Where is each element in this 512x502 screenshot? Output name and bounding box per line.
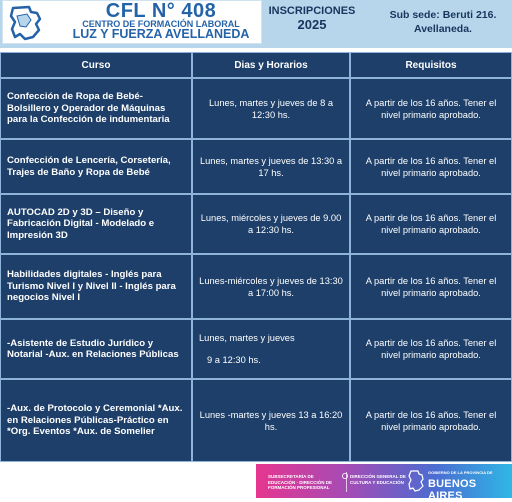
table-row-4-curso: Habilidades digitales - Inglés para Turismo Nivel I y Nivel II - Inglés para negocios Nivel I <box>0 254 192 319</box>
courses-table <box>0 52 512 462</box>
table-row-5-dias-line-1: Lunes, martes y jueves <box>199 333 295 343</box>
table-row-2-dias: Lunes, martes y jueves de 13:30 a 17 hs. <box>192 139 350 194</box>
inscripciones-block <box>262 4 362 32</box>
gobierno-provincia-label: GOBIERNO DE LA PROVINCIA DE <box>428 470 493 475</box>
header-band <box>0 0 512 48</box>
inscripciones-label: INSCRIPCIONES <box>268 5 356 17</box>
table-row-6-requisitos: A partir de los 16 años. Tener el nivel primario aprobado. <box>350 379 512 462</box>
table-row-5-dias <box>192 319 350 379</box>
seal-icon <box>342 473 348 479</box>
government-logos-band <box>256 464 512 502</box>
cfl-subtitle: CENTRO DE FORMACIÓN LABORAL <box>82 19 240 29</box>
inscripciones-year: 2025 <box>297 17 327 32</box>
column-header-curso: Curso <box>0 52 192 78</box>
table-row-4-requisitos: A partir de los 16 años. Tener el nivel primario aprobado. <box>350 254 512 319</box>
dgcye-logo-text: DIRECCIÓN GENERAL DE CULTURA Y EDUCACIÓN <box>350 474 406 485</box>
footer-divider <box>346 472 347 492</box>
table-row-6-curso: -Aux. de Protocolo y Ceremonial *Aux. en Relaciones Públicas-Práctico en *Org. Eventos *Aux. de Somelier <box>0 379 192 462</box>
subsecretaria-logo-text: SUBSECRETARÍA DE EDUCACIÓN · DIRECCIÓN DE FORMACIÓN PROFESIONAL <box>268 474 333 490</box>
cfl-title: CFL N° 408 <box>105 0 217 22</box>
table-row-1-dias: Lunes, martes y jueves de 8 a 12:30 hs. <box>192 78 350 139</box>
buenos-aires-map-icon <box>408 470 424 492</box>
subsede-line-2: Avellaneda. <box>414 23 472 35</box>
table-row-4-dias: Lunes-miércoles y jueves de 13:30 a 17:00 hs. <box>192 254 350 319</box>
table-row-6-dias: Lunes -martes y jueves 13 a 16:20 hs. <box>192 379 350 462</box>
table-row-3-curso: AUTOCAD 2D y 3D – Diseño y Fabricación Digital - Modelado e Impresión 3D <box>0 194 192 254</box>
table-row-5-dias-line-2: 9 a 12:30 hs. <box>207 355 261 365</box>
table-row-2-requisitos: A partir de los 16 años. Tener el nivel primario aprobado. <box>350 139 512 194</box>
cfl-name: LUZ Y FUERZA AVELLANEDA <box>72 27 250 41</box>
table-row-1-curso: Confección de Ropa de Bebé- Bolsillero y Operador de Máquinas para la Confección de indumentaria <box>0 78 192 139</box>
table-row-3-dias: Lunes, miércoles y jueves de 9.00 a 12:30 hs. <box>192 194 350 254</box>
column-header-dias: Dias y Horarios <box>192 52 350 78</box>
subsede-address <box>380 8 506 36</box>
buenos-aires-wordmark: BUENOS AIRES <box>428 478 477 502</box>
table-row-3-requisitos: A partir de los 16 años. Tener el nivel primario aprobado. <box>350 194 512 254</box>
subsede-line-1: Sub sede: Beruti 216. <box>389 9 497 21</box>
cfl-logo-box <box>2 0 262 44</box>
province-map-icon <box>7 4 45 42</box>
column-header-requisitos: Requisitos <box>350 52 512 78</box>
table-row-5-curso: -Asistente de Estudio Jurídico y Notarial -Aux. en Relaciones Públicas <box>0 319 192 379</box>
table-row-2-curso: Confección de Lencería, Corsetería, Trajes de Baño y Ropa de Bebé <box>0 139 192 194</box>
table-row-5-requisitos: A partir de los 16 años. Tener el nivel primario aprobado. <box>350 319 512 379</box>
table-row-1-requisitos: A partir de los 16 años. Tener el nivel primario aprobado. <box>350 78 512 139</box>
